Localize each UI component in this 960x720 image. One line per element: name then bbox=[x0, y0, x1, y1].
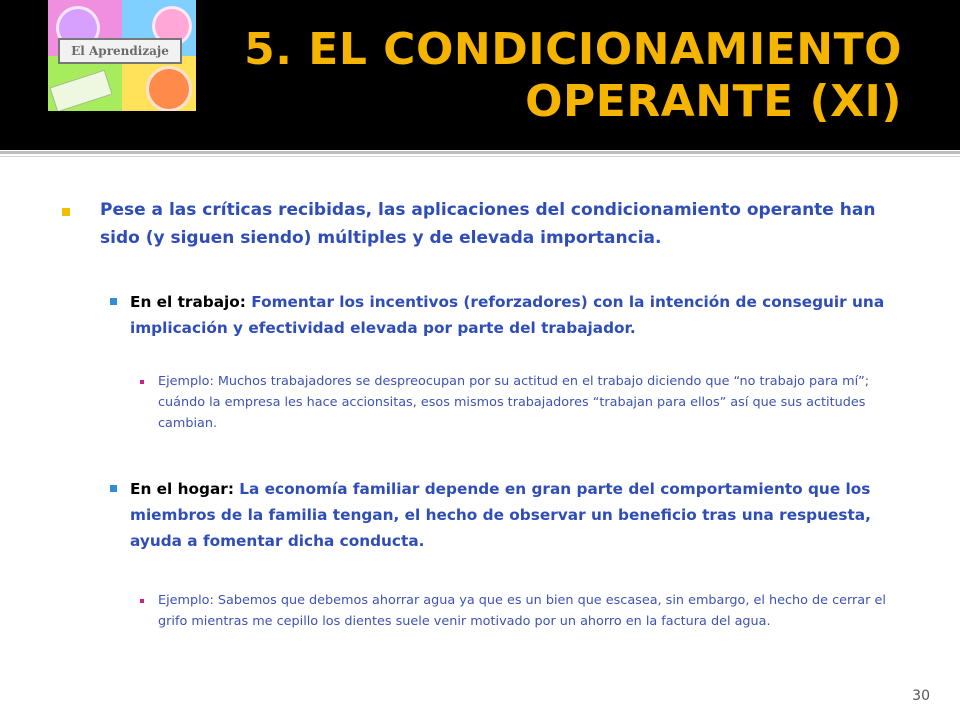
trabajo-label: En el trabajo: bbox=[130, 293, 246, 311]
bullet-trabajo-text bbox=[130, 289, 900, 341]
header-divider bbox=[0, 151, 960, 154]
square-bullet-icon bbox=[140, 380, 144, 384]
ejemplo-hogar bbox=[140, 590, 900, 632]
bullet-trabajo bbox=[110, 289, 900, 341]
main-bullet bbox=[62, 196, 892, 252]
square-bullet-icon bbox=[110, 298, 117, 305]
hogar-description: La economía familiar depende en gran parte del comportamiento que los miembros de la familia tengan, el hecho de observar un beneficio tras una respuesta, ayuda a fomentar dicha conducta. bbox=[130, 480, 871, 550]
trabajo-description: Fomentar los incentivos (reforzadores) con la intención de conseguir una implicación y efectividad elevada por parte del trabajador. bbox=[130, 293, 885, 337]
main-bullet-text: Pese a las críticas recibidas, las aplicaciones del condicionamiento operante han sido (y siguen siendo) múltiples y de elevada importancia. bbox=[100, 200, 876, 248]
square-bullet-icon bbox=[110, 485, 117, 492]
title-line-1: 5. EL CONDICIONAMIENTO bbox=[244, 24, 902, 75]
aprendizaje-logo-image bbox=[48, 0, 196, 111]
header-divider-thin bbox=[0, 156, 960, 157]
square-bullet-icon bbox=[62, 208, 70, 216]
hogar-label: En el hogar: bbox=[130, 480, 234, 498]
logo-label: El Aprendizaje bbox=[58, 38, 182, 64]
ejemplo-trabajo bbox=[140, 371, 900, 434]
page-number: 30 bbox=[912, 688, 930, 704]
bullet-hogar-text bbox=[130, 476, 900, 554]
clock-icon bbox=[146, 66, 192, 111]
ejemplo-hogar-text: Ejemplo: Sabemos que debemos ahorrar agua ya que es un bien que escasea, sin embargo, el hecho de cerrar el grifo mientras me cepillo los dientes suele venir motivado por un ahorro en la factura del agua. bbox=[158, 593, 886, 629]
square-bullet-icon bbox=[140, 599, 144, 603]
bullet-hogar bbox=[110, 476, 900, 554]
slide-title bbox=[222, 24, 902, 128]
title-line-2: OPERANTE (XI) bbox=[525, 76, 902, 127]
ejemplo-trabajo-text: Ejemplo: Muchos trabajadores se despreocupan por su actitud en el trabajo diciendo que “no trabajo para mí”; cuándo la empresa les hace accionsitas, esos mismos trabajadores “trabajan para ellos” así que sus actitudes cambian. bbox=[158, 374, 870, 431]
